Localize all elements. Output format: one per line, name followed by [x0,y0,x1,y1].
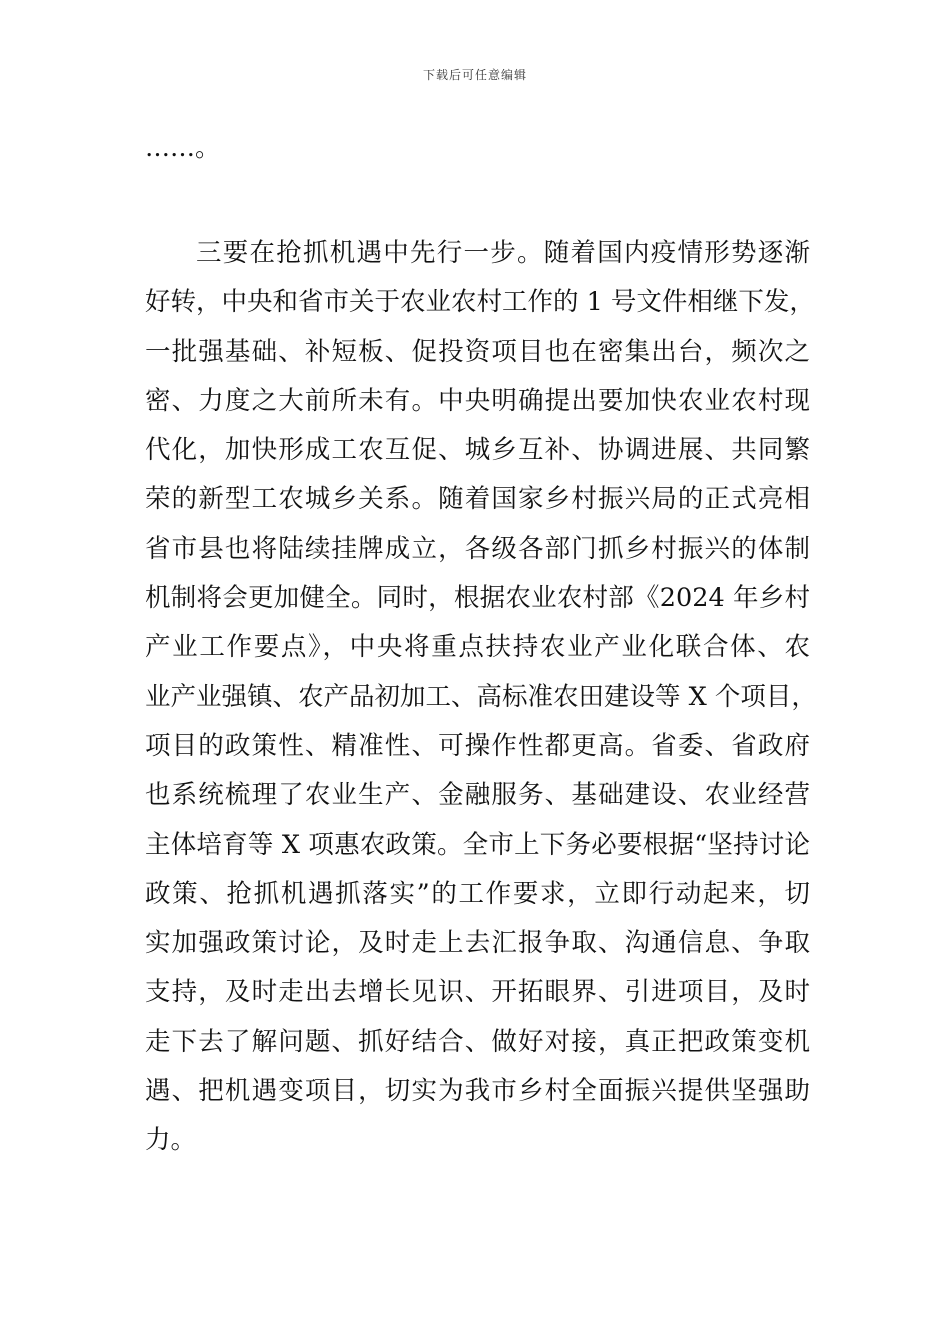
paragraph-line: 产业工作要点》，中央将重点扶持农业产业化联合体、农 [145,632,810,663]
ellipsis-line: ……。 [145,133,221,162]
paragraph-line: 项目的政策性、精准性、可操作性都更高。省委、省政府 [145,730,810,761]
paragraph-line: 支持，及时走出去增长见识、开拓眼界、引进项目，及时 [145,977,810,1008]
paragraph-line: 三要在抢抓机遇中先行一步。随着国内疫情形势逐渐 [196,238,810,268]
paragraph-line: 遇、把机遇变项目，切实为我市乡村全面振兴提供坚强助 [145,1076,810,1107]
paragraph-line: 走下去了解问题、抓好结合、做好对接，真正把政策变机 [145,1026,810,1057]
paragraph-line: 主体培育等 X 项惠农政策。全市上下务必要根据“坚持讨论 [145,829,810,860]
paragraph-line: 省市县也将陆续挂牌成立，各级各部门抓乡村振兴的体制 [145,533,810,564]
paragraph-line: 好转，中央和省市关于农业农村工作的 1 号文件相继下发， [145,287,815,318]
paragraph-line: 代化，加快形成工农互促、城乡互补、协调进展、共同繁 [145,435,810,466]
paragraph-line: 荣的新型工农城乡关系。随着国家乡村振兴局的正式亮相 [145,484,810,515]
paragraph-line: 机制将会更加健全。同时，根据农业农村部《2024 年乡村 [145,583,810,614]
paragraph-line: 密、力度之大前所未有。中央明确提出要加快农业农村现 [145,385,810,416]
paragraph-line: 业产业强镇、农产品初加工、高标准农田建设等 X 个项目， [145,681,817,712]
paragraph-line: 力。 [145,1125,197,1156]
body-paragraph [145,229,817,1166]
paragraph-line: 实加强政策讨论，及时走上去汇报争取、沟通信息、争取 [145,928,810,959]
paragraph-line: 也系统梳理了农业生产、金融服务、基础建设、农业经营 [145,780,810,811]
page-header: 下载后可任意编辑 [422,68,527,82]
paragraph-line: 政策、抢抓机遇抓落实”的工作要求，立即行动起来，切 [145,878,810,909]
paragraph-line: 一批强基础、补短板、促投资项目也在密集出台，频次之 [145,336,810,367]
